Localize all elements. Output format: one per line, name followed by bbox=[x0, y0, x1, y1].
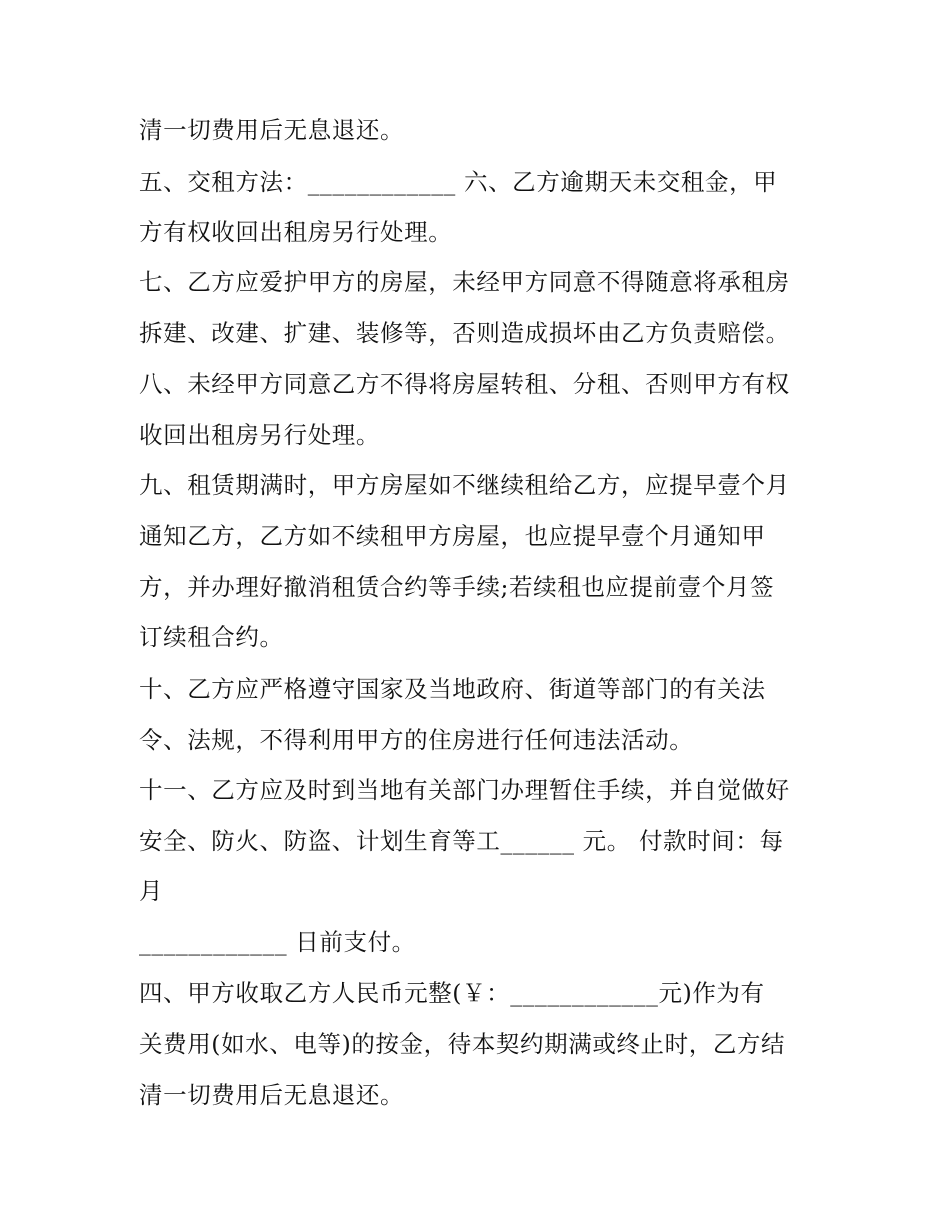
text-line: 方有权收回出租房另行处理。 bbox=[139, 218, 453, 246]
text-line: ____________ 日前支付。 bbox=[139, 928, 416, 956]
text-line: 五、交租方法：____________ 六、乙方逾期天未交租金，甲 bbox=[139, 168, 778, 196]
text-line: 清一切费用后无息退还。 bbox=[139, 116, 405, 144]
text-line: 通知乙方，乙方如不续租甲方房屋，也应提早壹个月通知甲 bbox=[139, 522, 766, 550]
text-line: 七、乙方应爱护甲方的房屋，未经甲方同意不得随意将承租房 bbox=[139, 268, 790, 296]
text-line: 令、法规，不得利用甲方的住房进行任何违法活动。 bbox=[139, 726, 694, 754]
text-line: 安全、防火、防盗、计划生育等工______ 元。 付款时间：每 bbox=[139, 827, 784, 855]
text-line: 十一、乙方应及时到当地有关部门办理暂住手续，并自觉做好 bbox=[139, 776, 790, 804]
text-line: 八、未经甲方同意乙方不得将房屋转租、分租、否则甲方有权 bbox=[139, 370, 790, 398]
text-line: 九、租赁期满时，甲方房屋如不继续租给乙方，应提早壹个月 bbox=[139, 471, 790, 499]
text-line: 十、乙方应严格遵守国家及当地政府、街道等部门的有关法 bbox=[139, 675, 766, 703]
text-line: 方，并办理好撤消租赁合约等手续;若续租也应提前壹个月签 bbox=[139, 573, 775, 601]
text-line: 拆建、改建、扩建、装修等，否则造成损坏由乙方负责赔偿。 bbox=[139, 319, 790, 347]
text-line: 订续租合约。 bbox=[139, 623, 284, 651]
text-line: 清一切费用后无息退还。 bbox=[139, 1081, 405, 1109]
text-line: 收回出租房另行处理。 bbox=[139, 421, 380, 449]
text-line: 月 bbox=[139, 877, 164, 905]
text-line: 关费用(如水、电等)的按金，待本契约期满或终止时，乙方结 bbox=[139, 1030, 786, 1058]
text-line: 四、甲方收取乙方人民币元整(￥：____________元)作为有 bbox=[139, 979, 765, 1007]
